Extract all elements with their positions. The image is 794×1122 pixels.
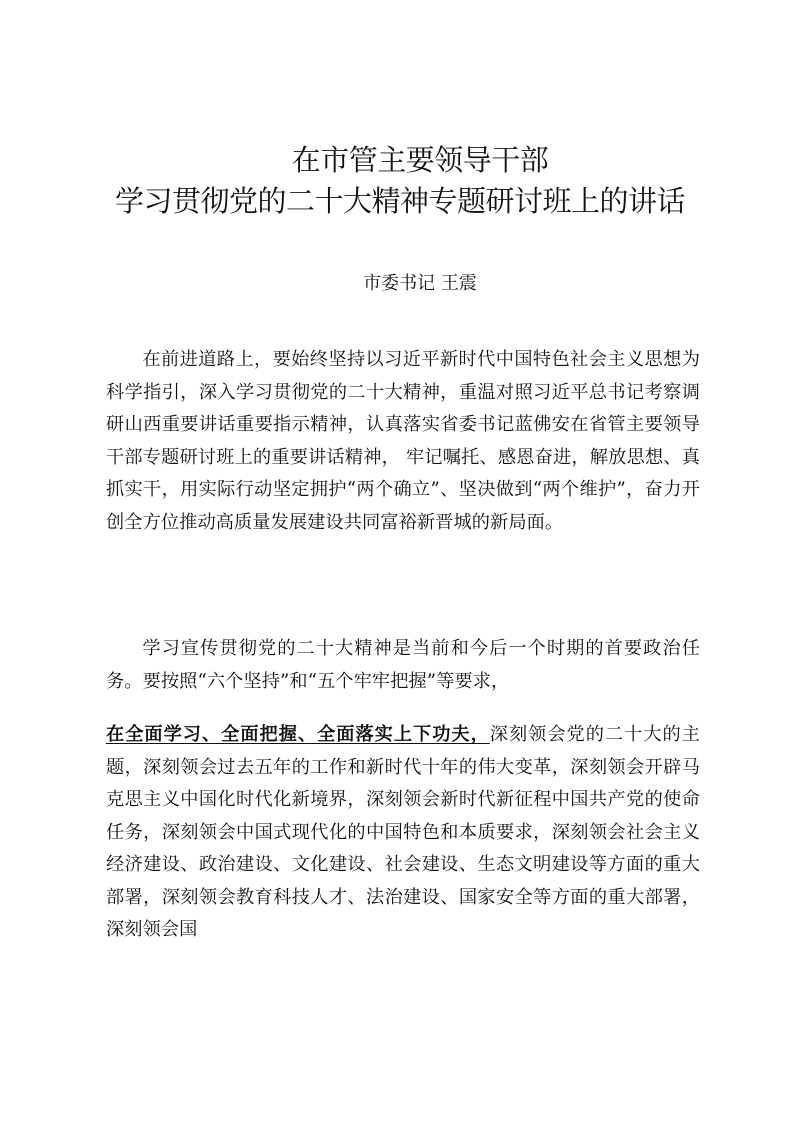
emphasis-text: 在全面学习、全面把握、全面落实上下功夫， (106, 724, 490, 745)
page-title-line-1: 在市管主要领导干部 (291, 143, 549, 177)
author-line: 市委书记 王震 (363, 273, 477, 294)
paragraph-1: 在前进道路上，要始终坚持以习近平新时代中国特色社会主义思想为科学指引，深入学习贯彻党的二十大精神，重温对照习近平总书记考察调研山西重要讲话重要指示精神，认真落实省委书记蓝佛安在省管主要领导干部专题研讨班上的重要讲话精神， 牢记嘱托、感恩奋进，解放思想、真抓实干，用实际行动坚定拥护“两个确立”、坚决做到“两个维护”，奋力开创全方位推动高质量发展建设共同富裕新晋城的新局面。 (106, 349, 700, 533)
page-title-line-2: 学习贯彻党的二十大精神专题研讨班上的讲话 (114, 184, 685, 218)
paragraph-3 (106, 719, 700, 947)
paragraph-3-text: 深刻领会党的二十大的主题，深刻领会过去五年的工作和新时代十年的伟大变革，深刻领会开辟马克思主义中国化时代化新境界，深刻领会新时代新征程中国共产党的使命任务，深刻领会中国式现代化的中国特色和本质要求，深刻领会社会主义经济建设、政治建设、文化建设、社会建设、生态文明建设等方面的重大部署，深刻领会教育科技人才、法治建设、国家安全等方面的重大部署，深刻领会国 (106, 724, 700, 940)
paragraph-2: 学习宣传贯彻党的二十大精神是当前和今后一个时期的首要政治任务。要按照“六个坚持”和“五个牢牢把握”等要求， (106, 638, 700, 692)
